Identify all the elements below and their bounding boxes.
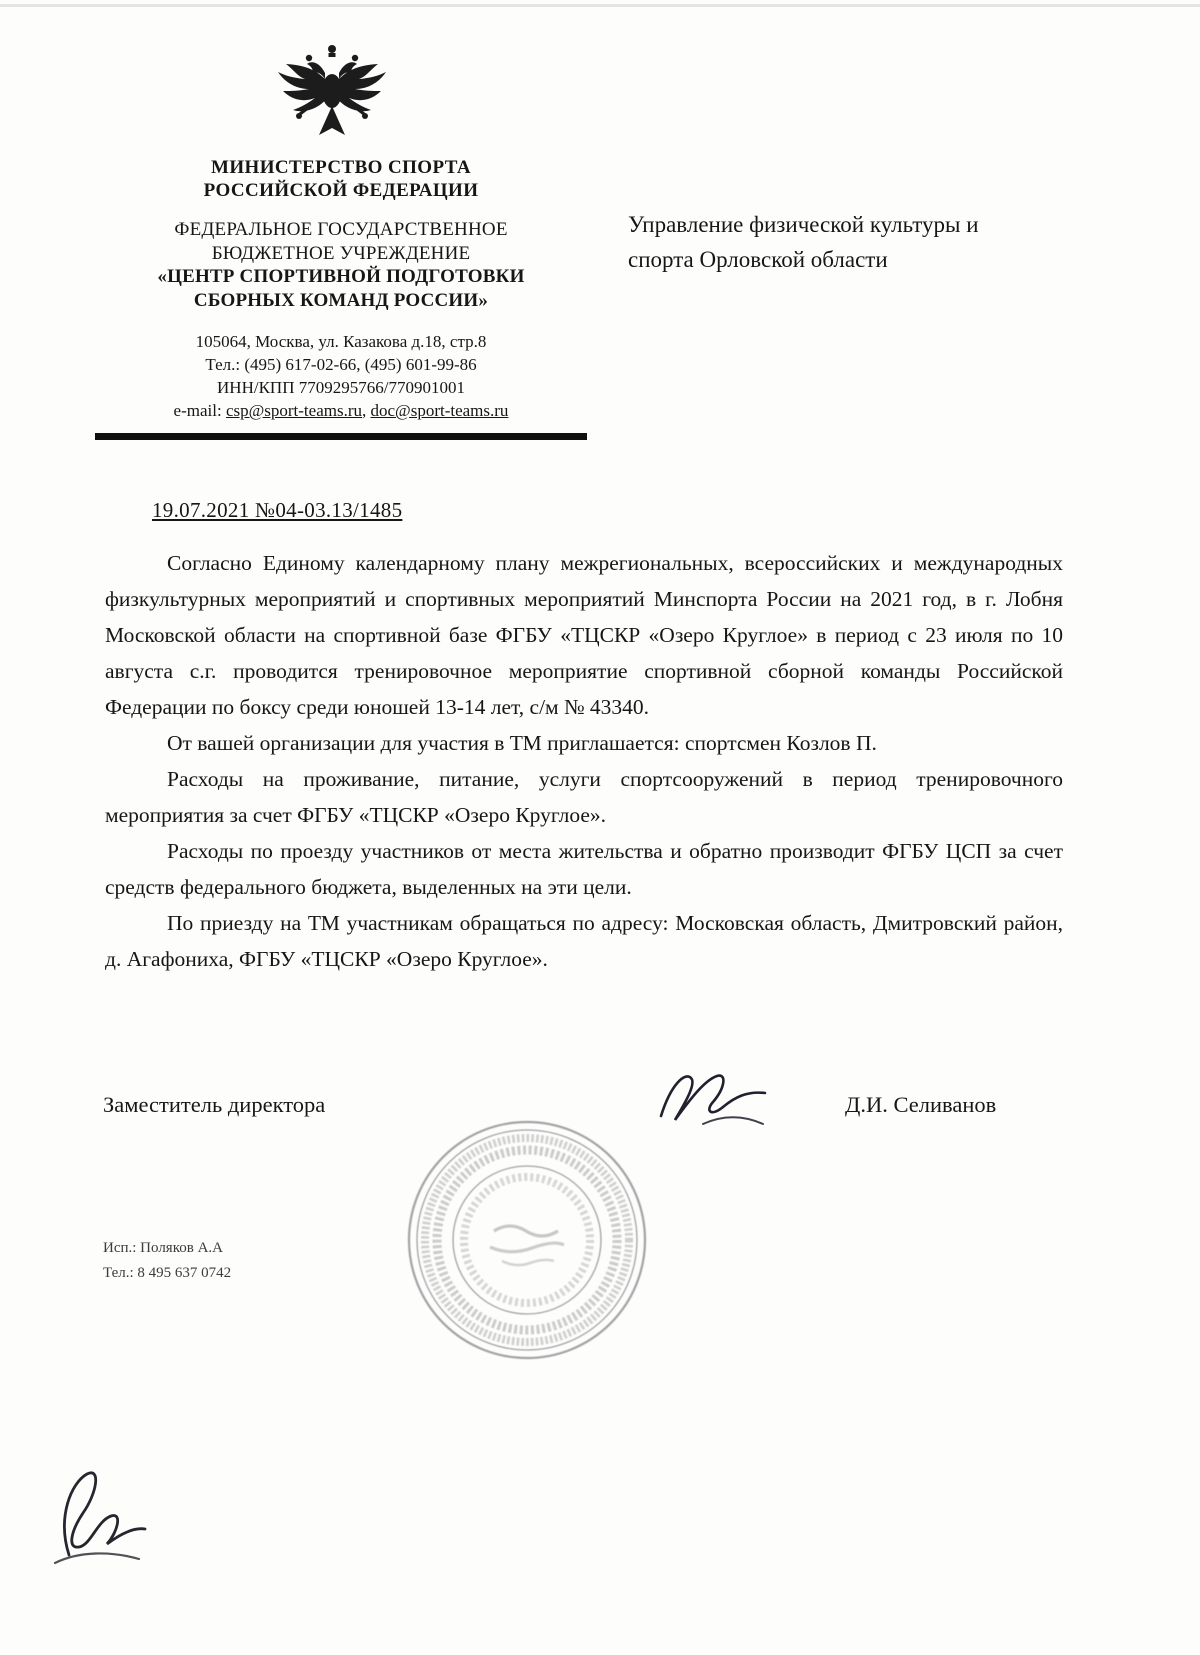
org-line3: «ЦЕНТР СПОРТИВНОЙ ПОДГОТОВКИ [157, 266, 525, 287]
org-inn-kpp: ИНН/КПП 7709295766/770901001 [217, 378, 465, 397]
body-paragraph: Расходы по проезду участников от места жительства и обратно производит ФГБУ ЦСП за счет средств федерального бюджета, выделенных на эти цели. [105, 839, 1063, 899]
signer-title: Заместитель директора [103, 1092, 326, 1117]
body-paragraph: От вашей организации для участия в ТМ приглашается: спортсмен Козлов П. [167, 731, 877, 755]
executor-block [103, 1236, 231, 1286]
ministry-name [95, 156, 587, 202]
email-address-2: doc@sport-teams.ru [370, 401, 509, 420]
org-line2: БЮДЖЕТНОЕ УЧРЕЖДЕНИЕ [211, 242, 471, 264]
org-line1: ФЕДЕРАЛЬНОЕ ГОСУДАРСТВЕННОЕ [174, 219, 508, 240]
ministry-line2: РОССИЙСКОЙ ФЕДЕРАЦИИ [203, 180, 479, 201]
reference-number: 19.07.2021 №04-03.13/1485 [152, 498, 403, 522]
org-email-line [95, 399, 587, 422]
email-label: e-mail: [173, 401, 226, 420]
signer-name: Д.И. Селиванов [845, 1092, 997, 1117]
bottom-signature-scribble [35, 1455, 160, 1580]
email-separator: , [362, 401, 371, 420]
round-stamp [402, 1115, 652, 1365]
org-phone: Тел.: (495) 617-02-66, (495) 601-99-86 [205, 355, 477, 374]
ministry-line1: МИНИСТЕРСТВО СПОРТА [211, 157, 471, 178]
body-paragraph: Расходы на проживание, питание, услуги спортсооружений в период тренировочного мероприятия за счет ФГБУ «ТЦСКР «Озеро Круглое». [105, 767, 1063, 827]
org-line4: СБОРНЫХ КОМАНД РОССИИ» [193, 289, 489, 311]
coat-of-arms-eagle-icon [272, 40, 392, 152]
scan-artifact-line [0, 4, 1200, 7]
organization-name [95, 218, 587, 312]
email-address-1: csp@sport-teams.ru [225, 401, 362, 420]
org-address: 105064, Москва, ул. Казакова д.18, стр.8 [195, 332, 487, 351]
contact-block [95, 330, 587, 422]
body-paragraph: Согласно Единому календарному плану межрегиональных, всероссийских и международных физкультурных мероприятий и спортивных мероприятий Минспорта России на 2021 год, в г. Лобня Московской области на спортивной базе ФГБУ «ТЦСКР «Озеро Круглое» в период с 23 июля по 10 августа с.г. проводится тренировочное мероприятие спортивной сборной команды Российской Федерации по боксу среди юношей 13-14 лет, с/м № 43340. [105, 551, 1063, 719]
signature-scribble [645, 1062, 780, 1142]
recipient-block [628, 207, 1048, 277]
executor-name: Исп.: Поляков А.А [103, 1240, 223, 1256]
body-paragraph: По приезду на ТМ участникам обращаться по адресу: Московская область, Дмитровский район, д. Агафониха, ФГБУ «ТЦСКР «Озеро Круглое». [105, 911, 1063, 971]
recipient-line1: Управление физической культуры и [628, 212, 979, 237]
executor-phone: Тел.: 8 495 637 0742 [103, 1265, 232, 1281]
recipient-line2: спорта Орловской области [628, 247, 888, 272]
letterhead-divider [95, 433, 587, 440]
letter-body [105, 545, 1063, 977]
